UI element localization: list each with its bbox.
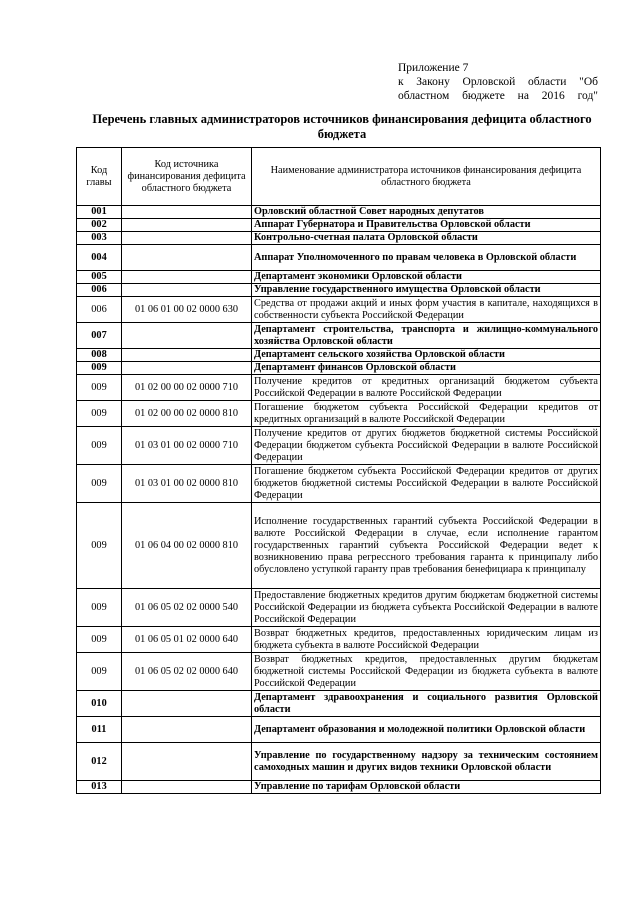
table-row xyxy=(77,349,601,362)
row-code: 009 xyxy=(77,362,122,375)
appendix-note xyxy=(398,61,598,103)
row-name: Исполнение государственных гарантий субъекта Российской Федерации в валюте Российской Федерации в случае, если исполнение гарантом государственных гарантий субъекта Российской Федерации ведет к возникновению права регрессного требования гаранта к принципалу либо обусловлено уступкой гаранту прав требования бенефициара к принципалу xyxy=(252,503,601,589)
table-row xyxy=(77,589,601,627)
row-source-code xyxy=(122,349,252,362)
row-code: 001 xyxy=(77,206,122,219)
row-code: 009 xyxy=(77,653,122,691)
row-code: 002 xyxy=(77,219,122,232)
row-code: 009 xyxy=(77,375,122,401)
row-code: 011 xyxy=(77,717,122,743)
row-source-code xyxy=(122,743,252,781)
table-row xyxy=(77,401,601,427)
row-code: 013 xyxy=(77,781,122,794)
row-code: 004 xyxy=(77,245,122,271)
header-code: Код главы xyxy=(77,148,122,206)
row-name: Департамент образования и молодежной политики Орловской области xyxy=(252,717,601,743)
row-source-code: 01 02 00 00 02 0000 810 xyxy=(122,401,252,427)
row-code: 010 xyxy=(77,691,122,717)
row-code: 009 xyxy=(77,503,122,589)
row-name: Управление по тарифам Орловской области xyxy=(252,781,601,794)
table-row xyxy=(77,323,601,349)
table-row xyxy=(77,465,601,503)
appendix-line: Приложение 7 xyxy=(398,62,469,74)
row-name: Департамент финансов Орловской области xyxy=(252,362,601,375)
row-code: 005 xyxy=(77,271,122,284)
row-name: Аппарат Губернатора и Правительства Орловской области xyxy=(252,219,601,232)
table-row xyxy=(77,717,601,743)
table-row xyxy=(77,627,601,653)
row-code: 006 xyxy=(77,297,122,323)
row-source-code: 01 03 01 00 02 0000 810 xyxy=(122,465,252,503)
row-name: Средства от продажи акций и иных форм участия в капитале, находящихся в собственности субъекта Российской Федерации xyxy=(252,297,601,323)
row-name: Погашение бюджетом субъекта Российской Федерации кредитов от кредитных организаций в валюте Российской Федерации xyxy=(252,401,601,427)
appendix-line: областном бюджете на 2016 год" xyxy=(398,90,598,102)
row-source-code: 01 03 01 00 02 0000 710 xyxy=(122,427,252,465)
row-name: Орловский областной Совет народных депутатов xyxy=(252,206,601,219)
row-source-code xyxy=(122,284,252,297)
table-row xyxy=(77,375,601,401)
table-row xyxy=(77,271,601,284)
row-source-code xyxy=(122,362,252,375)
table-row xyxy=(77,653,601,691)
row-source-code xyxy=(122,691,252,717)
row-source-code: 01 06 05 02 02 0000 640 xyxy=(122,653,252,691)
row-name: Управление по государственному надзору за техническим состоянием самоходных машин и других видов техники Орловской области xyxy=(252,743,601,781)
row-source-code xyxy=(122,245,252,271)
table-row xyxy=(77,232,601,245)
appendix-line: к Закону Орловской области "Об xyxy=(398,76,598,88)
row-source-code xyxy=(122,323,252,349)
table-row xyxy=(77,427,601,465)
row-source-code xyxy=(122,717,252,743)
row-code: 007 xyxy=(77,323,122,349)
row-name: Департамент строительства, транспорта и жилищно-коммунального хозяйства Орловской области xyxy=(252,323,601,349)
table-row xyxy=(77,691,601,717)
row-source-code: 01 06 01 00 02 0000 630 xyxy=(122,297,252,323)
row-name: Контрольно-счетная палата Орловской области xyxy=(252,232,601,245)
table-row xyxy=(77,284,601,297)
row-code: 009 xyxy=(77,465,122,503)
row-source-code xyxy=(122,271,252,284)
row-source-code: 01 02 00 00 02 0000 710 xyxy=(122,375,252,401)
row-name: Возврат бюджетных кредитов, предоставленных юридическим лицам из бюджета субъекта в валюте Российской Федерации xyxy=(252,627,601,653)
row-name: Департамент экономики Орловской области xyxy=(252,271,601,284)
row-source-code: 01 06 04 00 02 0000 810 xyxy=(122,503,252,589)
row-name: Погашение бюджетом субъекта Российской Федерации кредитов от других бюджетов бюджетной системы Российской Федерации в валюте Российской Федерации xyxy=(252,465,601,503)
row-source-code xyxy=(122,206,252,219)
table-row xyxy=(77,206,601,219)
row-name: Управление государственного имущества Орловской области xyxy=(252,284,601,297)
row-source-code: 01 06 05 01 02 0000 640 xyxy=(122,627,252,653)
administrators-table xyxy=(76,147,601,794)
row-code: 009 xyxy=(77,401,122,427)
table-row xyxy=(77,362,601,375)
header-name: Наименование администратора источников финансирования дефицита областного бюджета xyxy=(252,148,601,206)
row-source-code xyxy=(122,781,252,794)
row-code: 009 xyxy=(77,627,122,653)
row-code: 009 xyxy=(77,589,122,627)
row-name: Департамент сельского хозяйства Орловской области xyxy=(252,349,601,362)
table-row xyxy=(77,503,601,589)
row-name: Департамент здравоохранения и социального развития Орловской области xyxy=(252,691,601,717)
row-code: 006 xyxy=(77,284,122,297)
row-name: Аппарат Уполномоченного по правам человека в Орловской области xyxy=(252,245,601,271)
row-code: 012 xyxy=(77,743,122,781)
document-title: Перечень главных администраторов источников финансирования дефицита областного бюджета xyxy=(92,112,592,141)
row-source-code: 01 06 05 02 02 0000 540 xyxy=(122,589,252,627)
row-name: Получение кредитов от кредитных организаций бюджетом субъекта Российской Федерации в валюте Российской Федерации xyxy=(252,375,601,401)
table-row xyxy=(77,743,601,781)
table-row xyxy=(77,245,601,271)
table-row xyxy=(77,297,601,323)
row-code: 009 xyxy=(77,427,122,465)
table-row xyxy=(77,219,601,232)
row-name: Предоставление бюджетных кредитов другим бюджетам бюджетной системы Российской Федерации из бюджета субъекта Российской Федерации в валюте Российской Федерации xyxy=(252,589,601,627)
row-source-code xyxy=(122,232,252,245)
row-code: 008 xyxy=(77,349,122,362)
row-name: Получение кредитов от других бюджетов бюджетной системы Российской Федерации бюджетом субъекта Российской Федерации в валюте Российской Федерации xyxy=(252,427,601,465)
row-code: 003 xyxy=(77,232,122,245)
header-source-code: Код источника финансирования дефицита областного бюджета xyxy=(122,148,252,206)
row-name: Возврат бюджетных кредитов, предоставленных другим бюджетам бюджетной системы Российской Федерации из бюджета субъекта в валюте Российской Федерации xyxy=(252,653,601,691)
row-source-code xyxy=(122,219,252,232)
table-row xyxy=(77,781,601,794)
